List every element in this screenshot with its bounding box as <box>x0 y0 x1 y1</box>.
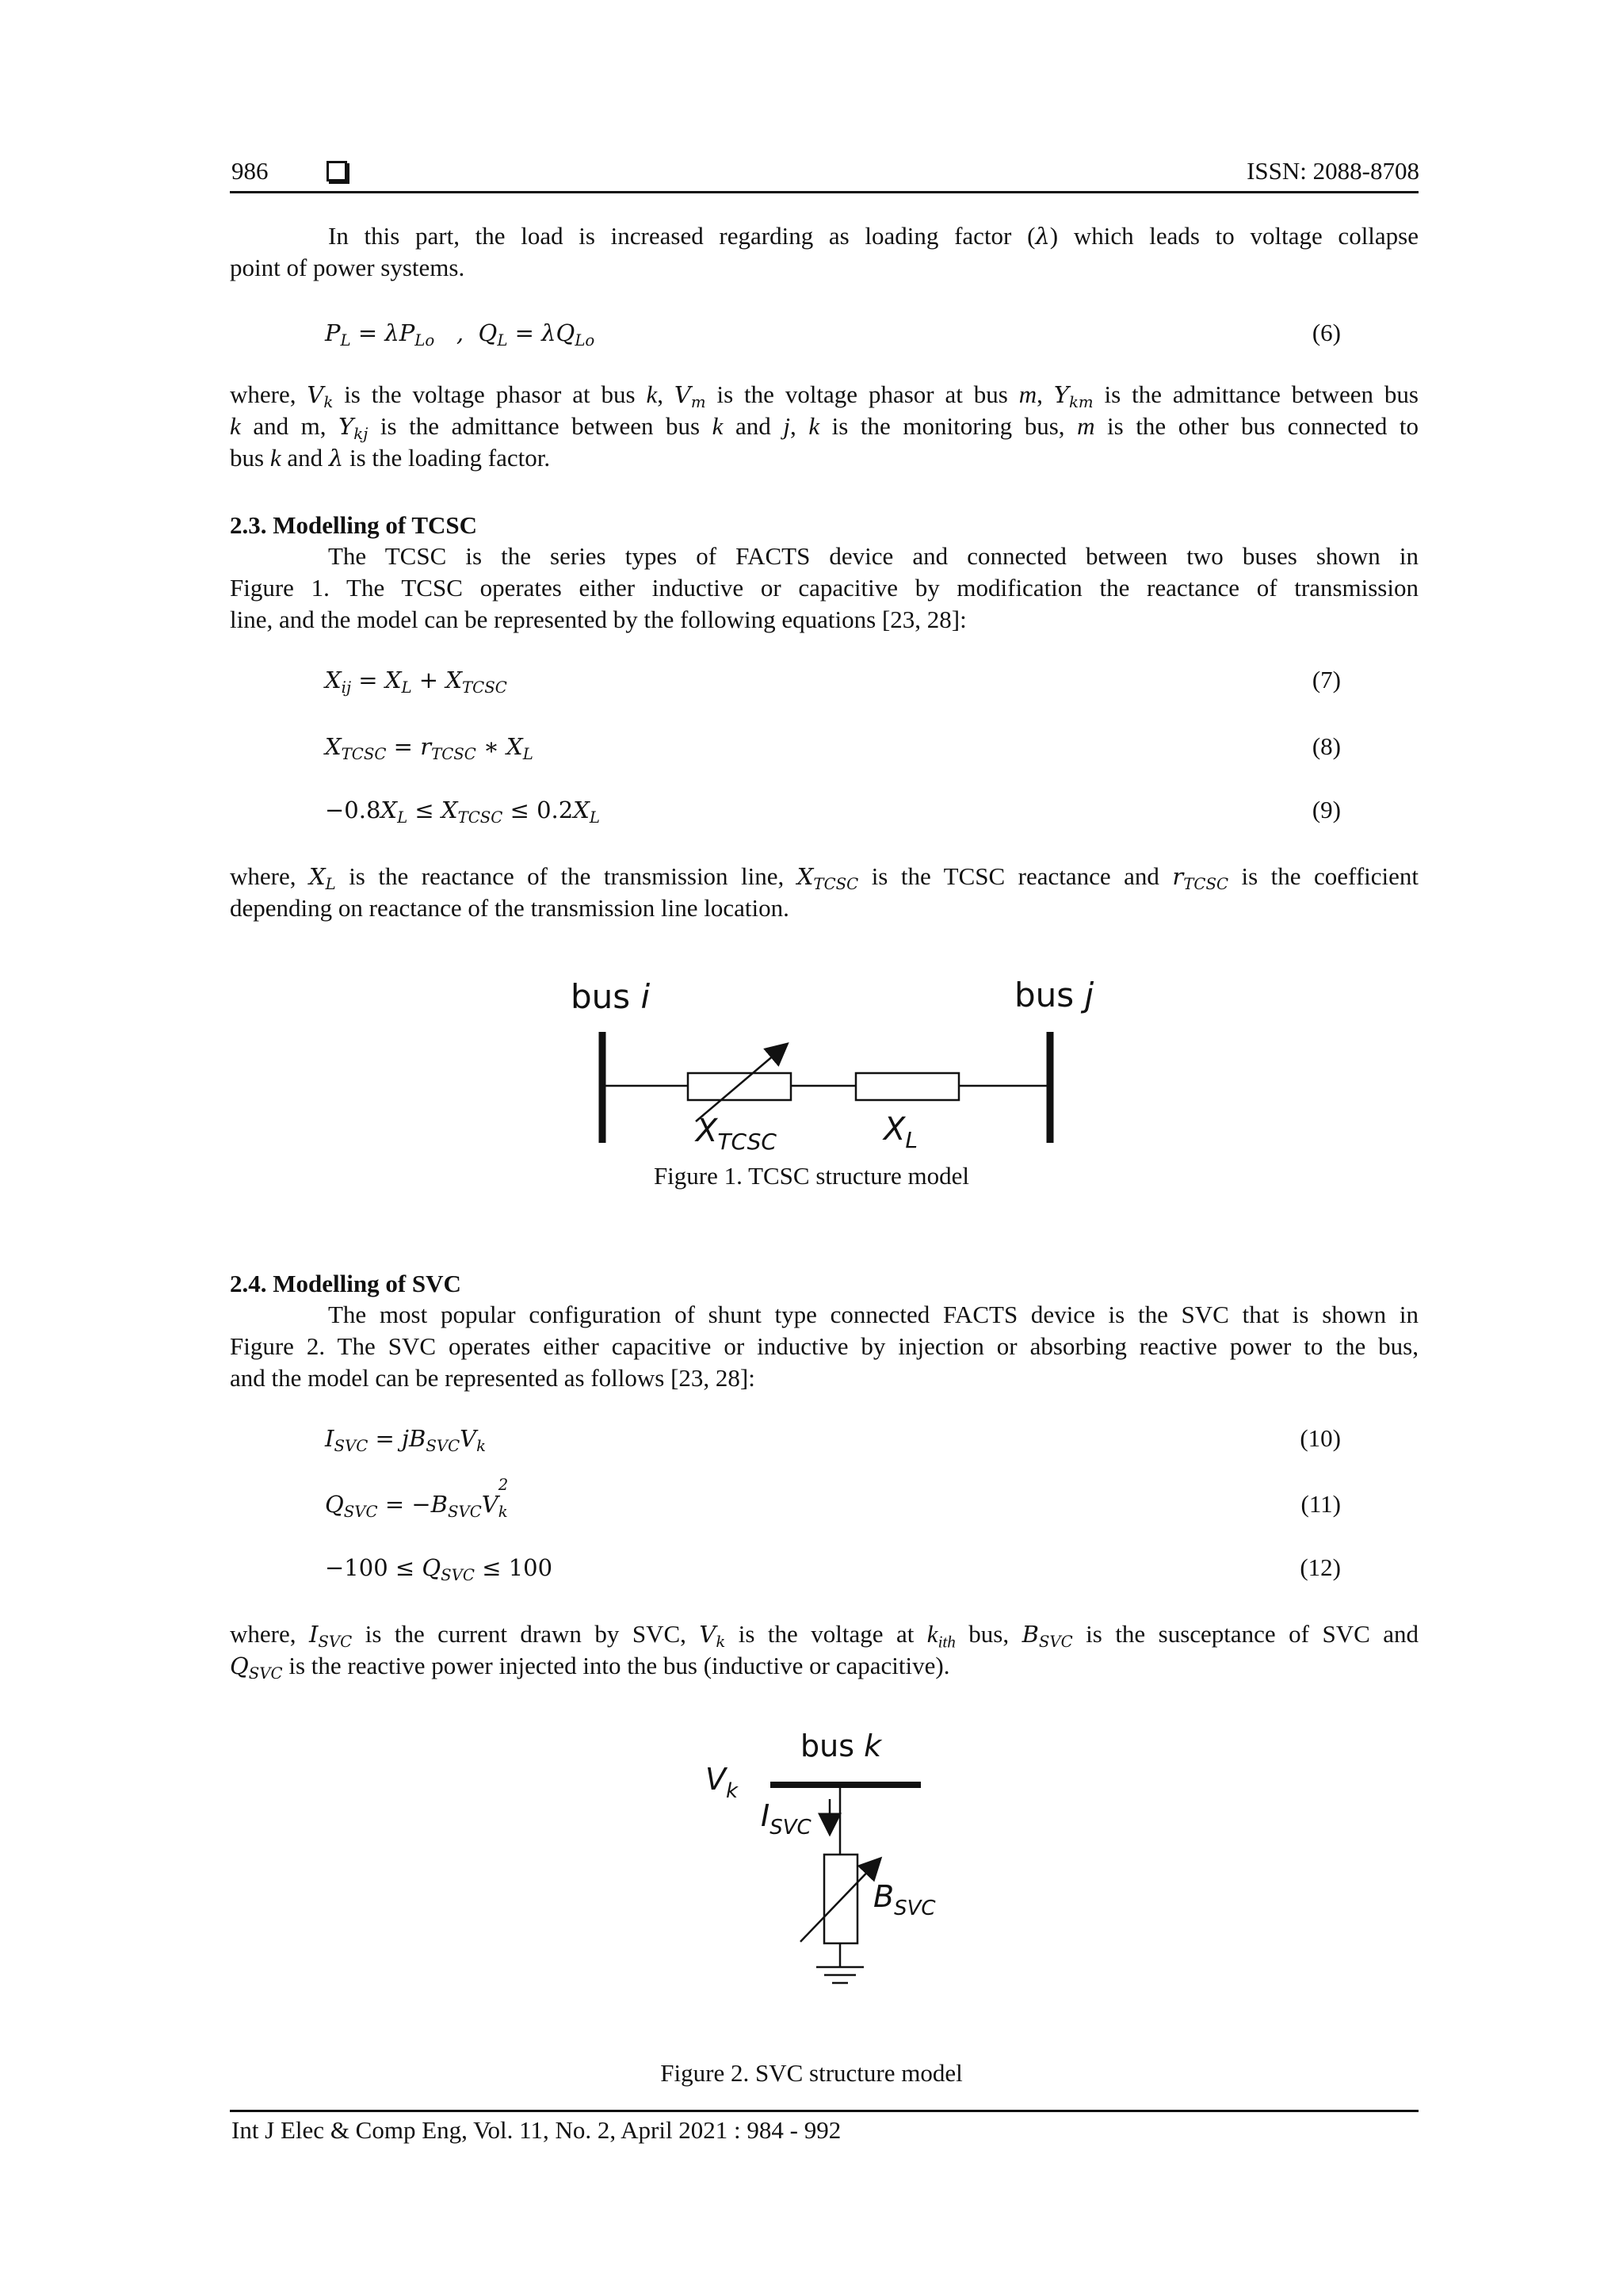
equation-12-number: (12) <box>1300 1553 1341 1581</box>
svc-line-1: The most popular configuration of shunt type connected FACTS device is the SVC that is shown in <box>328 1301 1419 1328</box>
line-reactance <box>856 1073 959 1100</box>
bus-i-label: bus i <box>571 977 651 1016</box>
footer-rule <box>230 2110 1419 2112</box>
equation-7: $X_{ij} = X_L + X_{TCSC}$ <box>325 667 507 697</box>
figure-1-tcsc-diagram <box>555 967 1109 1165</box>
section-heading-tcsc: 2.3. Modelling of TCSC <box>230 511 478 539</box>
svc-line-3: and the model can be represented as follows [23, 28]: <box>230 1364 755 1392</box>
b-svc-label: $B_{SVC}$ <box>873 1879 936 1920</box>
equation-6: $P_L = \lambda P_{Lo}$ , $Q_L = \lambda Q_{Lo}$ <box>325 319 595 350</box>
figure-1-caption: Figure 1. TCSC structure model <box>653 1162 970 1190</box>
equation-11: $Q_{SVC} = -B_{SVC}V$ 2 $_k$ <box>325 1476 509 1521</box>
tcsc-reactor <box>688 1073 791 1100</box>
v-k-label: $V_k$ <box>705 1762 739 1803</box>
equation-8-number: (8) <box>1312 732 1341 760</box>
where6-line-3: bus k and λ is the loading factor. <box>230 444 551 472</box>
equation-11-number: (11) <box>1300 1490 1341 1518</box>
equation-7-number: (7) <box>1312 666 1341 693</box>
i-svc-label: $I_{SVC}$ <box>761 1798 812 1839</box>
bus-j-label: bus j <box>1014 976 1094 1014</box>
equation-10-number: (10) <box>1300 1424 1341 1452</box>
equation-8: $X_{TCSC} = r_{TCSC}$ ∗ $X_L$ <box>325 733 533 763</box>
tcsc-line-2: Figure 1. The TCSC operates either inductive or capacitive by modification the reactance of transmission <box>230 574 1419 602</box>
equation-9-number: (9) <box>1312 796 1341 823</box>
section-heading-svc: 2.4. Modelling of SVC <box>230 1270 461 1297</box>
svc-line-2: Figure 2. The SVC operates either capacitive or inductive by injection or absorbing reactive power to the bus, <box>230 1332 1419 1360</box>
svc-paragraph <box>230 1299 1419 1394</box>
where-paragraph-6 <box>230 379 1419 474</box>
intro-paragraph <box>230 220 1419 284</box>
where6-line-2: k and m, $Y_{kj}$ is the admittance between bus k and j, k is the monitoring bus, m is the other bus connected to <box>230 412 1419 443</box>
x-tcsc-label: $X_{TCSC}$ <box>696 1113 777 1155</box>
intro-line-2: point of power systems. <box>230 254 465 281</box>
equation-6-number: (6) <box>1312 319 1341 346</box>
figure-2-svc-diagram <box>697 1720 967 2013</box>
header-rule <box>230 191 1419 193</box>
tcsc-paragraph <box>230 541 1419 636</box>
tcsc-line-3: line, and the model can be represented by the following equations [23, 28]: <box>230 606 967 633</box>
where9-line-1: where, $X_L$ is the reactance of the transmission line, $X_{TCSC}$ is the TCSC reactance and $r_{TCSC}$ is the coefficient <box>230 862 1419 893</box>
where12-line-2: $Q_{SVC}$ is the reactive power injected into the bus (inductive or capacitive). <box>230 1652 950 1683</box>
footer-citation: Int J Elec & Comp Eng, Vol. 11, No. 2, April 2021 : 984 - 992 <box>231 2116 842 2144</box>
figure-2-caption: Figure 2. SVC structure model <box>660 2059 963 2087</box>
tcsc-line-1: The TCSC is the series types of FACTS device and connected between two buses shown in <box>328 542 1419 570</box>
header-square-icon <box>327 161 347 181</box>
intro-line-1: In this part, the load is increased regarding as loading factor (λ) which leads to voltage collapse <box>328 222 1419 250</box>
x-l-label: $X_L$ <box>884 1111 918 1153</box>
where-paragraph-12 <box>230 1618 1419 1682</box>
equation-9: $-0.8X_L \le X_{TCSC} \le 0.2X_L$ <box>325 797 600 827</box>
where9-line-2: depending on reactance of the transmission line location. <box>230 894 789 922</box>
where12-line-1: where, $I_{SVC}$ is the current drawn by SVC, $V_k$ is the voltage at $k_{ith}$ bus, $B_{SVC}$ is the susceptance of SVC and <box>230 1620 1419 1652</box>
equation-12: $-100 \le Q_{SVC} \le 100$ <box>325 1554 553 1584</box>
where-paragraph-9 <box>230 861 1419 924</box>
where6-line-1: where, $V_k$ is the voltage phasor at bus k, $V_m$ is the voltage phasor at bus m, $Y_{km}$ is the admittance between bus <box>230 380 1419 411</box>
bus-k-label: bus k <box>800 1729 882 1763</box>
page-number: 986 <box>231 157 269 185</box>
issn: ISSN: 2088-8708 <box>1247 157 1419 185</box>
equation-10: $I_{SVC} = jB_{SVC}V_k$ <box>325 1425 487 1455</box>
